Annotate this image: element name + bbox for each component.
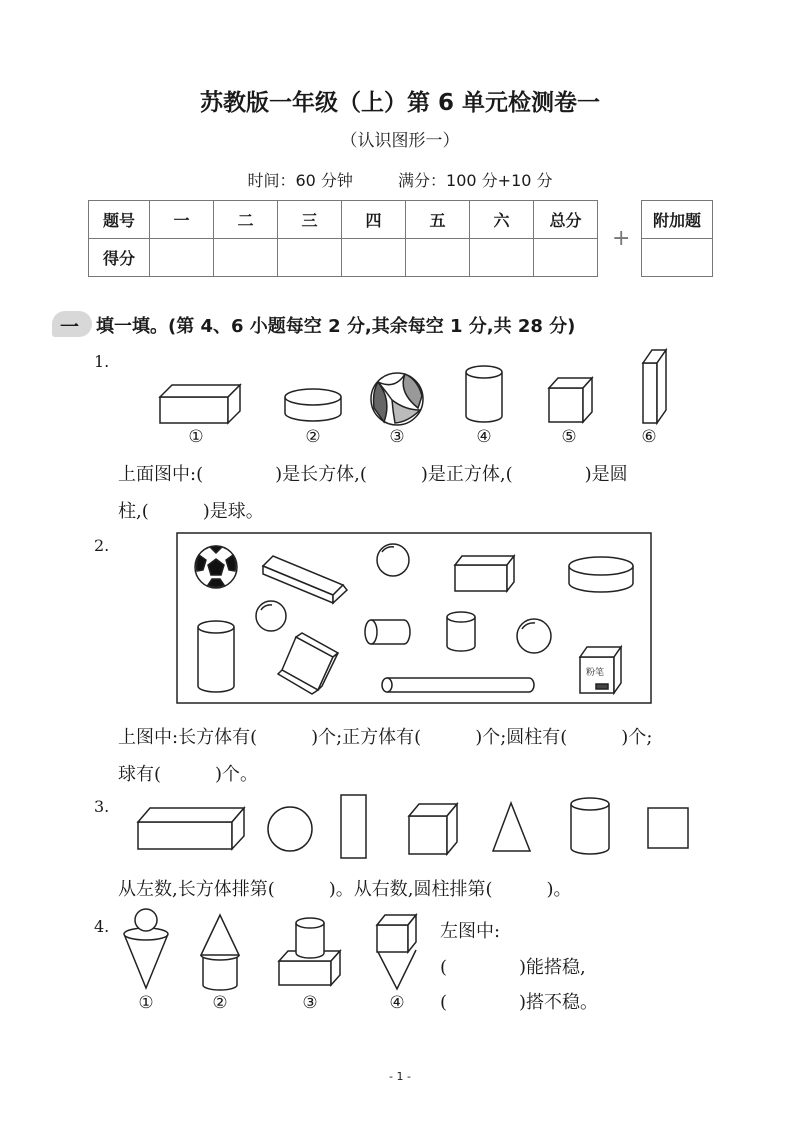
q4-label-3: ③ [302, 993, 318, 1013]
question-number-3: 3. [94, 797, 110, 816]
cone-with-ball-icon [124, 909, 168, 988]
page-subtitle: （认识图形一） [340, 131, 460, 151]
bonus-label: 附加题 [642, 201, 713, 239]
q4-blank-unstable: ( )搭不稳。 [440, 992, 599, 1013]
q4-blank-stable: ( )能搭稳, [440, 957, 586, 978]
q2-text-line2: 球有( )个。 [118, 764, 259, 785]
score-table-cell: 总分 [534, 201, 598, 239]
score-table-cell: 三 [278, 201, 342, 239]
score-table-cell: 五 [406, 201, 470, 239]
shape-label-1: ① [188, 427, 204, 447]
q3-text-line1: 从左数,长方体排第( )。从右数,圆柱排第( )。 [118, 879, 572, 900]
plus-sign: + [612, 226, 631, 251]
q1-text-line2: 柱,( )是球。 [118, 501, 264, 522]
score-table-cell: 一 [150, 201, 214, 239]
page-title: 苏教版一年级（上）第 6 单元检测卷一 [199, 90, 601, 116]
cone-on-cylinder-icon [201, 915, 239, 990]
cube-on-cone-icon [377, 915, 416, 989]
q4-label-4: ④ [389, 993, 405, 1013]
cylinder-on-cuboid-icon [279, 918, 340, 985]
page-number: - 1 - [389, 1070, 411, 1083]
score-row-label: 得分 [89, 239, 150, 277]
q4-prompt: 左图中: [440, 921, 501, 942]
section-number: 一 [60, 316, 80, 338]
q4-label-2: ② [212, 993, 228, 1013]
question-number-4: 4. [94, 917, 110, 936]
shape-label-3: ③ [389, 427, 405, 447]
shape-label-4: ④ [476, 427, 492, 447]
time-limit: 时间：60 分钟 [247, 171, 353, 190]
score-table-cell: 四 [342, 201, 406, 239]
q4-label-1: ① [138, 993, 154, 1013]
score-table-cell: 六 [470, 201, 534, 239]
score-table-cell: 二 [214, 201, 278, 239]
shape-label-5: ⑤ [561, 427, 577, 447]
chalk-box-label: 粉笔 [586, 668, 605, 678]
shape-label-6: ⑥ [641, 427, 657, 447]
question-number-2: 2. [94, 536, 110, 555]
score-table-cell: 题号 [89, 201, 150, 239]
question-number-1: 1. [94, 352, 110, 371]
q2-text-line1: 上图中:长方体有( )个;正方体有( )个;圆柱有( )个; [118, 727, 653, 748]
full-score: 满分：100 分+10 分 [398, 171, 553, 190]
shape-label-2: ② [305, 427, 321, 447]
q1-text-line1: 上面图中:( )是长方体,( )是正方体,( )是圆 [118, 464, 628, 485]
section-title: 填一填。(第 4、6 小题每空 2 分,其余每空 1 分,共 28 分) [96, 316, 576, 337]
